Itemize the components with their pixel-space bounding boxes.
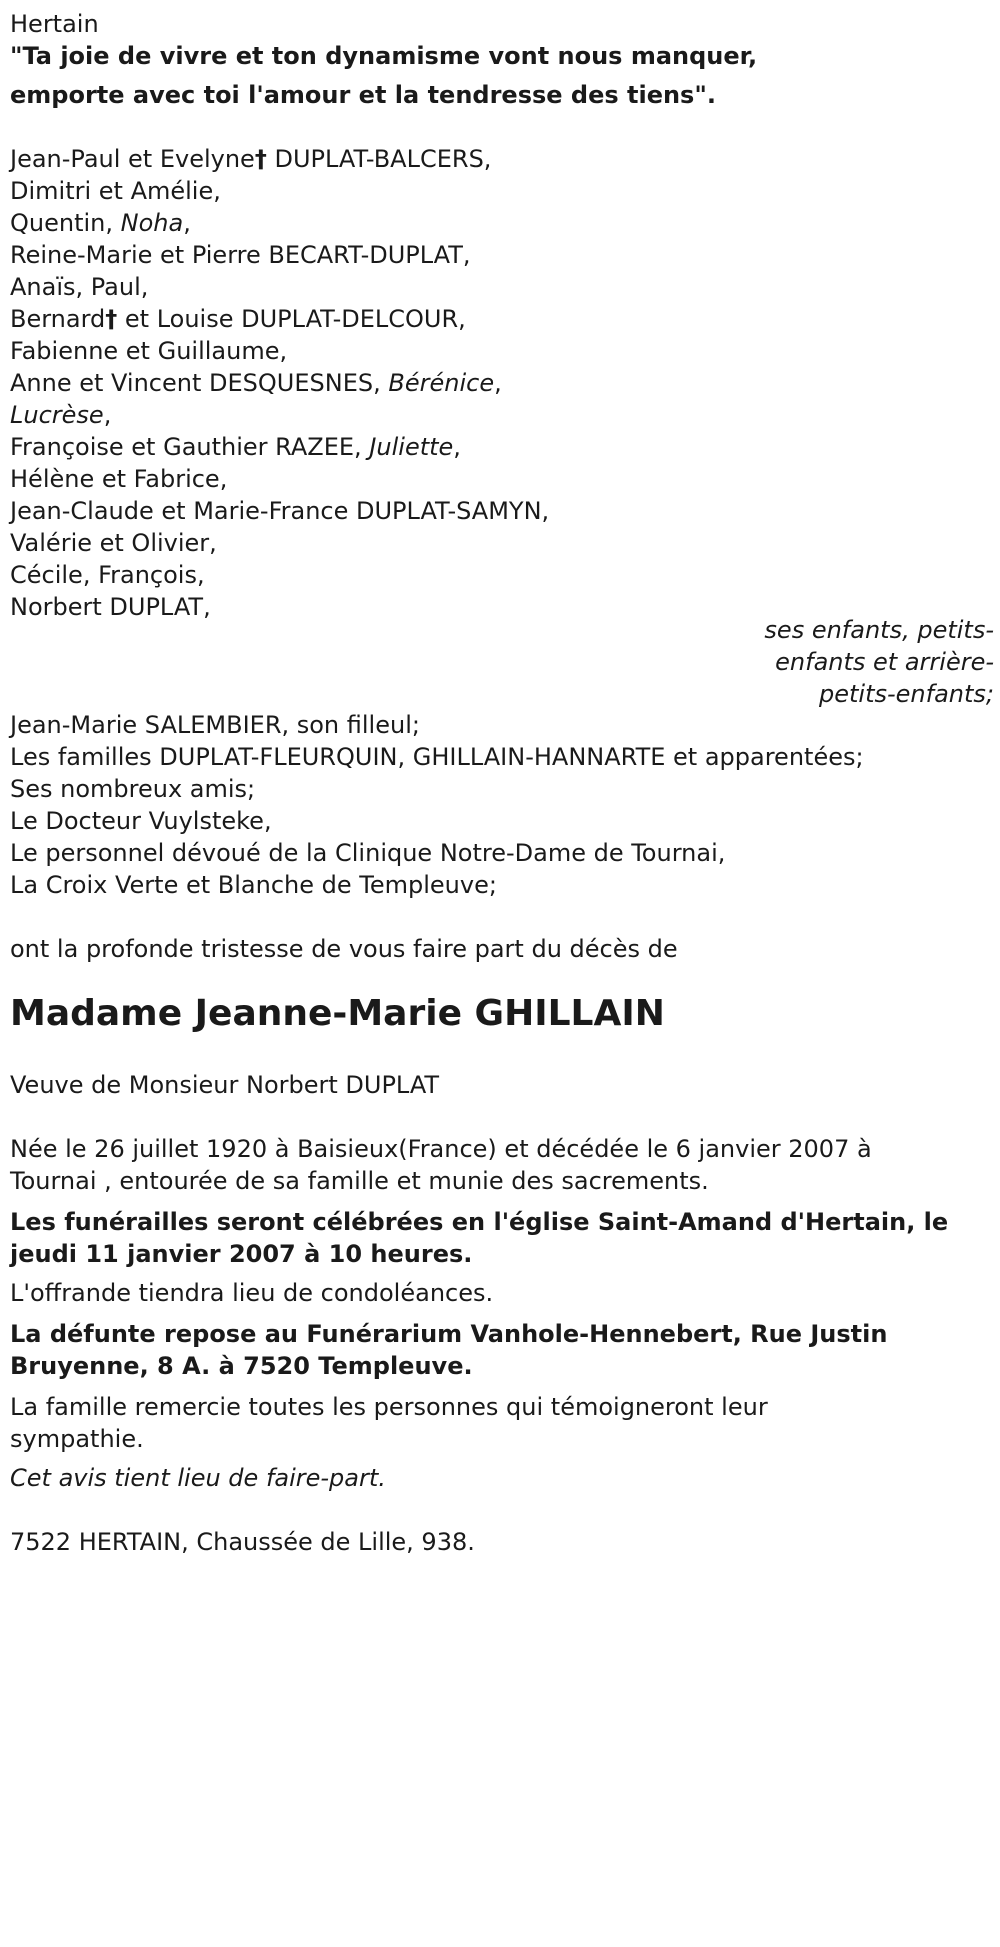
family-line-2: Dimitri et Amélie, xyxy=(10,177,221,205)
punctuation: , xyxy=(103,401,112,429)
family-name: Bernard xyxy=(10,305,106,333)
other-mourner-3: Ses nombreux amis; xyxy=(10,775,256,803)
funeral-line-2: jeudi 11 janvier 2007 à 10 heures. xyxy=(10,1240,473,1268)
family-line-7: Fabienne et Guillaume, xyxy=(10,337,288,365)
cross-icon: † xyxy=(254,145,267,173)
family-name: Anne et Vincent DESQUESNES, xyxy=(10,369,389,397)
family-name: Françoise et Gauthier RAZEE, xyxy=(10,433,370,461)
thanks-line-1: La famille remercie toutes les personnes qui témoigneront leur xyxy=(10,1393,768,1421)
family-line-5: Anaïs, Paul, xyxy=(10,273,149,301)
family-name: Jean-Paul et Evelyne xyxy=(10,145,255,173)
address: 7522 HERTAIN, Chaussée de Lille, 938. xyxy=(10,1528,475,1556)
family-line-8 xyxy=(10,371,502,395)
punctuation: , xyxy=(183,209,191,237)
announcement: ont la profonde tristesse de vous faire part du décès de xyxy=(10,935,678,963)
other-mourner-2: Les familles DUPLAT-FLEURQUIN, GHILLAIN-HANNARTE et apparentées; xyxy=(10,743,864,771)
punctuation: , xyxy=(494,369,502,397)
relation-line-1: ses enfants, petits- xyxy=(764,616,994,644)
family-line-6 xyxy=(10,307,466,331)
family-line-4: Reine-Marie et Pierre BECART-DUPLAT, xyxy=(10,241,471,269)
rest-place-line-1: La défunte repose au Funérarium Vanhole-Hennebert, Rue Justin xyxy=(10,1320,888,1348)
funeral-line-1: Les funérailles seront célébrées en l'église Saint-Amand d'Hertain, le xyxy=(10,1208,949,1236)
birth-death-line-2: Tournai , entourée de sa famille et munie des sacrements. xyxy=(10,1167,709,1195)
other-mourner-5: Le personnel dévoué de la Clinique Notre-Dame de Tournai, xyxy=(10,839,726,867)
village-name: Hertain xyxy=(10,10,99,38)
great-grandchild-name: Juliette xyxy=(369,433,454,461)
family-name: et Louise DUPLAT-DELCOUR, xyxy=(117,305,466,333)
widow-of: Veuve de Monsieur Norbert DUPLAT xyxy=(10,1071,440,1099)
quote-line-2: emporte avec toi l'amour et la tendresse des tiens". xyxy=(10,81,716,109)
faire-part-note: Cet avis tient lieu de faire-part. xyxy=(10,1464,386,1492)
family-name: DUPLAT-BALCERS, xyxy=(266,145,492,173)
other-mourner-1: Jean-Marie SALEMBIER, son filleul; xyxy=(10,711,420,739)
rest-place-line-2: Bruyenne, 8 A. à 7520 Templeuve. xyxy=(10,1352,473,1380)
family-line-10 xyxy=(10,435,461,459)
great-grandchild-name: Bérénice xyxy=(388,369,495,397)
offering-note: L'offrande tiendra lieu de condoléances. xyxy=(10,1279,494,1307)
other-mourner-4: Le Docteur Vuylsteke, xyxy=(10,807,272,835)
great-grandchild-name: Noha xyxy=(120,209,184,237)
family-name: Quentin, xyxy=(10,209,121,237)
deceased-name: Madame Jeanne-Marie GHILLAIN xyxy=(10,993,665,1034)
family-line-9 xyxy=(10,403,111,427)
family-line-15: Norbert DUPLAT, xyxy=(10,593,211,621)
cross-icon: † xyxy=(105,305,118,333)
family-line-12: Jean-Claude et Marie-France DUPLAT-SAMYN, xyxy=(10,497,550,525)
family-line-1 xyxy=(10,147,491,171)
great-grandchild-name: Lucrèse xyxy=(10,401,104,429)
relation-line-2: enfants et arrière- xyxy=(775,648,994,676)
other-mourner-6: La Croix Verte et Blanche de Templeuve; xyxy=(10,871,497,899)
punctuation: , xyxy=(453,433,461,461)
family-line-11: Hélène et Fabrice, xyxy=(10,465,228,493)
family-line-3 xyxy=(10,211,191,235)
quote-line-1: "Ta joie de vivre et ton dynamisme vont nous manquer, xyxy=(10,42,758,70)
family-line-13: Valérie et Olivier, xyxy=(10,529,217,557)
thanks-line-2: sympathie. xyxy=(10,1425,144,1453)
family-line-14: Cécile, François, xyxy=(10,561,205,589)
relation-line-3: petits-enfants; xyxy=(819,680,994,708)
birth-death-line-1: Née le 26 juillet 1920 à Baisieux(France) et décédée le 6 janvier 2007 à xyxy=(10,1135,872,1163)
